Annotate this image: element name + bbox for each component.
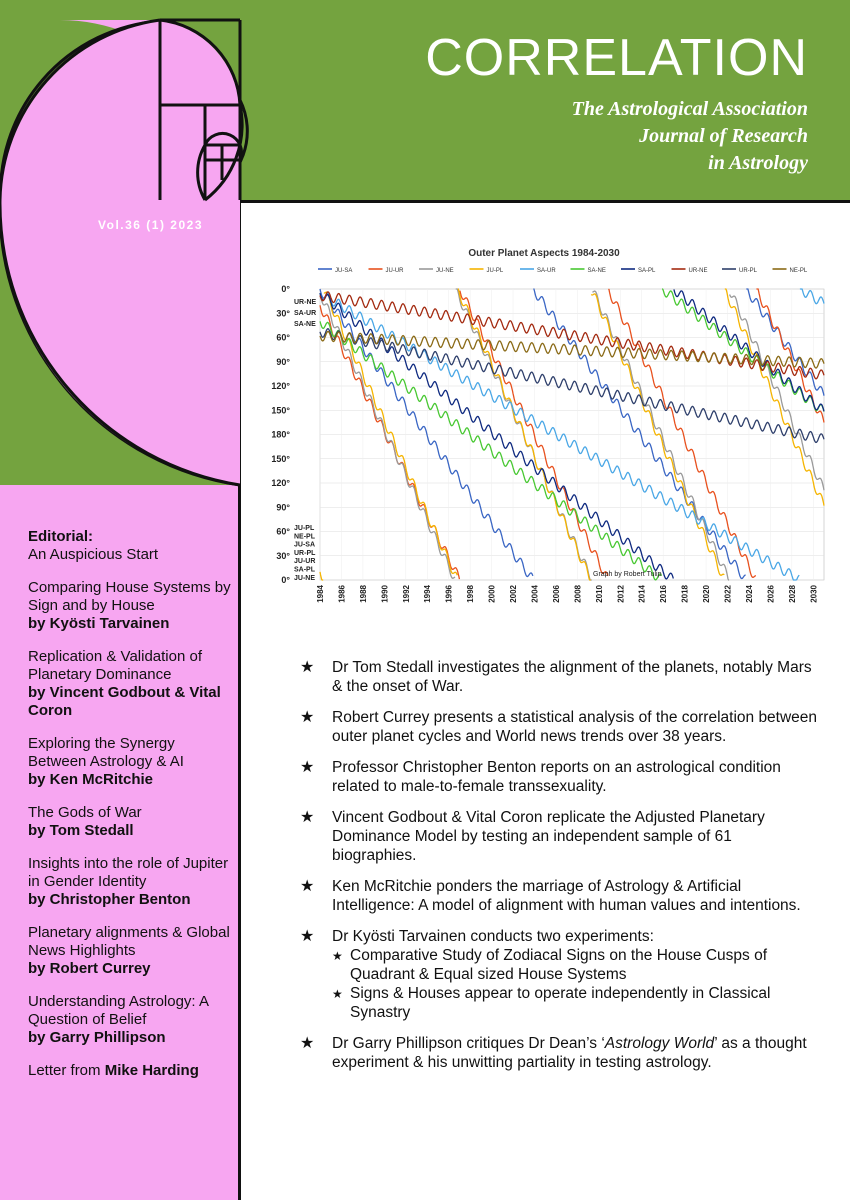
small-star-icon: ★ bbox=[332, 987, 343, 1001]
highlight-item bbox=[300, 877, 820, 915]
x-tick-label: 2022 bbox=[723, 585, 733, 603]
highlight-text: Dr Kyösti Tarvainen conducts two experiments: bbox=[332, 928, 654, 945]
y-tick-label: 150° bbox=[271, 405, 290, 416]
highlight-text-post: ’ as a thought experiment & his unwitting partiality in testing astrology. bbox=[332, 1035, 807, 1071]
highlight-text: Dr Tom Stedall investigates the alignment of the planets, notably Mars & the onset of War. bbox=[332, 659, 812, 695]
series-side-label: SA-PL bbox=[294, 566, 315, 574]
toc-entry bbox=[28, 804, 233, 840]
series-side-label: JU-PL bbox=[294, 525, 315, 532]
series-side-label: SA-UR bbox=[294, 310, 317, 317]
toc-title: Insights into the role of Jupiter in Gender Identity bbox=[28, 855, 229, 890]
toc-title: Understanding Astrology: A Question of Belief bbox=[28, 993, 209, 1028]
x-tick-label: 2020 bbox=[702, 585, 711, 603]
x-tick-label: 2026 bbox=[766, 585, 776, 603]
legend-label: SA-NE bbox=[587, 268, 606, 274]
series-side-label: JU-SA bbox=[294, 541, 316, 549]
highlight-text: Robert Currey presents a statistical analysis of the correlation between outer planet cycles and World news trends over 38 years. bbox=[332, 709, 818, 745]
toc-title: The Gods of War bbox=[28, 804, 142, 821]
highlight-item bbox=[300, 658, 820, 696]
sub-item-text: Comparative Study of Zodiacal Signs on the House Cusps of Quadrant & Equal sized House Systems bbox=[350, 947, 768, 983]
x-tick-label: 2030 bbox=[809, 585, 819, 603]
legend-label: UR-NE bbox=[688, 268, 708, 274]
toc-entry bbox=[28, 648, 233, 720]
toc-title: Replication & Validation of Planetary Dominance bbox=[28, 648, 202, 683]
highlight-item bbox=[300, 758, 820, 796]
toc-entry bbox=[28, 579, 233, 633]
y-tick-label: 150° bbox=[271, 453, 290, 464]
toc-author: by Garry Phillipson bbox=[28, 1029, 166, 1046]
toc-author: by Vincent Godbout & Vital Coron bbox=[28, 684, 221, 719]
toc-title: Comparing House Systems by Sign and by House bbox=[28, 579, 231, 614]
star-icon: ★ bbox=[300, 809, 315, 826]
x-tick-label: 2008 bbox=[573, 585, 583, 603]
toc-title: Exploring the Synergy Between Astrology & AI bbox=[28, 735, 184, 770]
volume-label: Vol.36 (1) 2023 bbox=[98, 218, 203, 232]
highlights-list bbox=[300, 658, 820, 1084]
x-tick-label: 1986 bbox=[337, 585, 347, 603]
letter-prefix: Letter from bbox=[28, 1062, 105, 1079]
x-tick-label: 1988 bbox=[358, 585, 368, 603]
star-icon: ★ bbox=[300, 878, 315, 895]
x-tick-label: 2016 bbox=[659, 585, 669, 603]
legend-label: SA-PL bbox=[638, 268, 656, 274]
legend-label: JU-UR bbox=[385, 268, 404, 274]
series-side-label: UR-NE bbox=[294, 299, 317, 306]
y-tick-label: 90° bbox=[276, 502, 290, 513]
x-tick-label: 1992 bbox=[401, 585, 411, 603]
star-icon: ★ bbox=[300, 709, 315, 726]
toc-title: An Auspicious Start bbox=[28, 546, 159, 563]
chart-left-labels bbox=[294, 299, 316, 582]
star-icon: ★ bbox=[300, 659, 315, 676]
legend-label: NE-PL bbox=[789, 268, 808, 274]
highlight-text: Ken McRitchie ponders the marriage of Astrology & Artificial Intelligence: A model of alignment with human values and intentions. bbox=[332, 878, 801, 914]
y-tick-label: 120° bbox=[271, 478, 290, 488]
highlight-item bbox=[300, 708, 820, 746]
toc-letter bbox=[28, 1062, 233, 1080]
highlight-text: Professor Christopher Benton reports on an astrological condition related to male-to-female transsexuality. bbox=[332, 759, 781, 795]
y-tick-label: 0° bbox=[281, 284, 290, 294]
subtitle-line-3: in Astrology bbox=[708, 152, 808, 174]
x-tick-label: 2006 bbox=[551, 585, 561, 603]
x-tick-label: 2012 bbox=[616, 585, 626, 603]
legend-label: JU-PL bbox=[486, 268, 504, 274]
small-star-icon: ★ bbox=[332, 949, 343, 963]
sub-item bbox=[332, 946, 820, 984]
y-tick-label: 30° bbox=[276, 550, 290, 561]
x-tick-label: 2024 bbox=[744, 585, 754, 603]
toc-entry bbox=[28, 528, 233, 564]
chart-title: Outer Planet Aspects 1984-2030 bbox=[468, 248, 620, 259]
highlight-text: Vincent Godbout & Vital Coron replicate the Adjusted Planetary Dominance Model by testing an independent sample of 61 biographies. bbox=[332, 809, 765, 864]
star-icon: ★ bbox=[300, 1035, 315, 1052]
star-icon: ★ bbox=[300, 759, 315, 776]
sub-item bbox=[332, 984, 820, 1022]
legend-label: JU-NE bbox=[436, 268, 454, 274]
legend-label: JU-SA bbox=[335, 268, 353, 274]
x-tick-label: 2000 bbox=[487, 585, 497, 603]
series-side-label: JU-NE bbox=[294, 574, 316, 582]
x-tick-label: 1984 bbox=[316, 585, 325, 603]
legend-label: UR-PL bbox=[739, 268, 758, 274]
letter-author: Mike Harding bbox=[104, 1062, 199, 1079]
x-tick-label: 1998 bbox=[466, 585, 476, 603]
table-of-contents bbox=[28, 528, 233, 1095]
y-tick-label: 0° bbox=[281, 575, 290, 585]
star-icon: ★ bbox=[300, 928, 315, 945]
x-tick-label: 2018 bbox=[680, 585, 690, 603]
toc-entry bbox=[28, 924, 233, 978]
toc-entry bbox=[28, 855, 233, 909]
legend-label: SA-UR bbox=[537, 268, 556, 274]
chart-x-ticks bbox=[316, 584, 818, 602]
chart-y-ticks bbox=[271, 284, 290, 585]
x-tick-label: 1990 bbox=[380, 585, 390, 603]
toc-entry bbox=[28, 735, 233, 789]
y-tick-label: 60° bbox=[276, 332, 290, 343]
x-tick-label: 2028 bbox=[787, 585, 797, 603]
x-tick-label: 2002 bbox=[509, 585, 518, 603]
toc-author: by Robert Currey bbox=[28, 960, 151, 977]
toc-author: by Ken McRitchie bbox=[28, 771, 154, 788]
highlight-text-pre: Dr Garry Phillipson critiques Dr Dean’s ‘ bbox=[332, 1035, 605, 1052]
toc-title: Planetary alignments & Global News Highlights bbox=[28, 924, 230, 959]
sub-item-text: Signs & Houses appear to operate independently in Classical Synastry bbox=[350, 985, 771, 1021]
subtitle-line-2: Journal of Research bbox=[639, 125, 808, 147]
toc-entry bbox=[28, 993, 233, 1047]
masthead bbox=[425, 30, 808, 177]
y-tick-label: 120° bbox=[271, 381, 290, 391]
subtitle-line-1: The Astrological Association bbox=[571, 98, 808, 120]
highlight-item bbox=[300, 1034, 820, 1072]
x-tick-label: 1996 bbox=[444, 585, 454, 603]
series-side-label: NE-PL bbox=[294, 533, 315, 541]
x-tick-label: 2014 bbox=[637, 585, 647, 603]
x-tick-label: 2010 bbox=[594, 585, 604, 603]
y-tick-label: 60° bbox=[276, 526, 290, 537]
y-tick-label: 90° bbox=[276, 356, 290, 367]
y-tick-label: 30° bbox=[276, 308, 290, 319]
series-side-label: JU-UR bbox=[294, 558, 316, 566]
chart-credit: Graph by Robert Tulip bbox=[593, 571, 662, 578]
highlight-item bbox=[300, 808, 820, 865]
toc-author: by Kyösti Tarvainen bbox=[28, 615, 170, 632]
highlight-emphasis: Astrology World bbox=[604, 1035, 715, 1052]
outer-planet-aspects-chart bbox=[258, 242, 830, 632]
x-tick-label: 1994 bbox=[423, 585, 433, 603]
series-side-label: UR-PL bbox=[294, 549, 316, 557]
series-side-label: SA-NE bbox=[294, 321, 316, 328]
x-tick-label: 2004 bbox=[530, 585, 540, 603]
toc-head: Editorial: bbox=[28, 528, 94, 545]
journal-subtitle bbox=[425, 96, 808, 177]
toc-author: by Christopher Benton bbox=[28, 891, 191, 908]
y-tick-label: 180° bbox=[271, 429, 290, 440]
journal-title: CORRELATION bbox=[425, 29, 808, 87]
toc-author: by Tom Stedall bbox=[28, 822, 134, 839]
highlight-item bbox=[300, 927, 820, 1022]
chart-legend bbox=[318, 268, 808, 274]
